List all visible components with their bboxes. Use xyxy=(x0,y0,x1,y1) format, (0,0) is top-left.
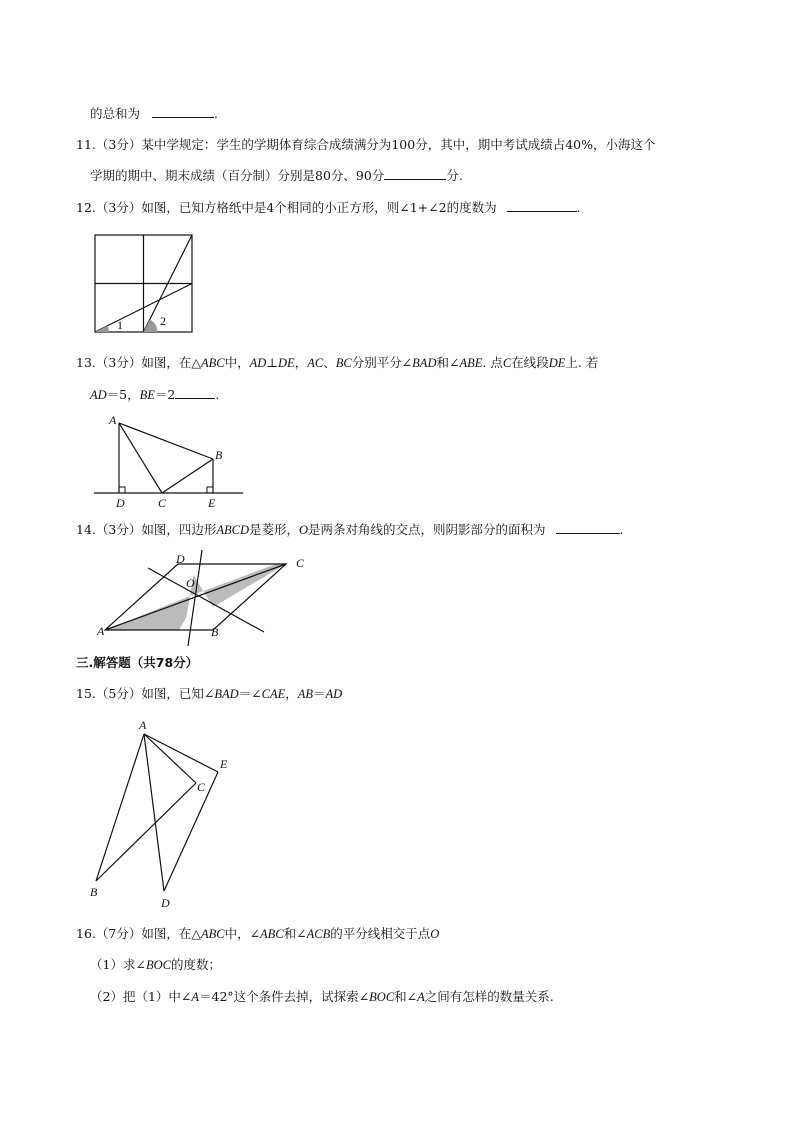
q15-t1: 15.（5分）如图，已知∠ xyxy=(76,686,215,701)
label-c: C xyxy=(158,496,167,510)
q16-s1-t1: （1）求∠ xyxy=(90,957,146,972)
q10-tail-text: 的总和为 xyxy=(90,106,141,121)
q13-abe: ABE xyxy=(459,356,483,370)
q13-t6: 和∠ xyxy=(436,355,460,370)
q14-t1: 14.（3分）如图，四边形 xyxy=(76,522,217,537)
q16-t1: 16.（7分）如图，在△ xyxy=(76,926,201,941)
q16-s2-a2: A xyxy=(417,990,425,1004)
label-a: A xyxy=(97,624,105,638)
q16-s2-boc: BOC xyxy=(369,990,395,1004)
segment-ae xyxy=(144,734,218,772)
q16-sub2 xyxy=(90,988,554,1006)
q11-text-2: 学期的期中、期末成绩（百分制）分别是80分、90分 xyxy=(90,168,385,183)
right-angle-d xyxy=(119,487,125,493)
label-a: A xyxy=(139,718,147,732)
q11-answer-blank[interactable] xyxy=(384,166,446,180)
q15-question xyxy=(76,685,342,703)
q16-s2-t4: 之间有怎样的数量关系. xyxy=(424,989,554,1004)
q13-line1 xyxy=(76,354,598,372)
q14-end: . xyxy=(619,522,624,537)
q15-t4: ＝ xyxy=(313,686,326,701)
segment-ab xyxy=(119,423,213,459)
label-b: B xyxy=(90,885,98,899)
q13-t8: 在线段 xyxy=(511,355,549,370)
q16-sub1 xyxy=(90,956,221,974)
label-d: D xyxy=(176,552,185,566)
q14-question xyxy=(76,520,624,539)
q13-t2: 中， xyxy=(224,355,250,370)
q13-end: . xyxy=(215,387,220,402)
right-angle-e xyxy=(207,487,213,493)
segment-ab xyxy=(96,734,144,881)
q13-point-c: C xyxy=(502,356,512,370)
q10-end: . xyxy=(214,106,218,121)
label-b: B xyxy=(215,448,223,462)
q13-bc: BC xyxy=(335,356,352,370)
q16-t2: 中，∠ xyxy=(224,926,261,941)
segment-ac xyxy=(144,734,196,783)
section-3-title: 三.解答题（共78分） xyxy=(76,655,199,670)
q13-ad: AD xyxy=(249,356,267,370)
q16-abc2: ABC xyxy=(260,927,284,941)
q14-o: O xyxy=(299,523,309,537)
q13-perp: ⊥ xyxy=(266,355,279,370)
q16-s2-a: A xyxy=(191,990,200,1004)
label-e: E xyxy=(208,496,216,510)
q12-grid-figure xyxy=(92,232,196,334)
q13-answer-blank[interactable] xyxy=(175,385,215,399)
q16-s1-boc: BOC xyxy=(145,958,171,972)
q14-abcd: ABCD xyxy=(216,523,249,537)
q13-ac: AC xyxy=(307,356,324,370)
label-c: C xyxy=(296,556,305,570)
q13-l2-t2: ＝2 xyxy=(154,387,176,402)
q14-answer-blank[interactable] xyxy=(556,520,620,534)
angle-1-shading xyxy=(95,326,109,332)
q13-t3: ， xyxy=(294,355,308,370)
segment-de xyxy=(164,772,218,891)
q13-de2: DE xyxy=(548,356,566,370)
q15-figure xyxy=(86,716,246,912)
label-d: D xyxy=(116,496,125,510)
q15-t3: ， xyxy=(285,686,298,701)
q11-text-1: 11.（3分）某中学规定：学生的学期体育综合成绩满分为100分，其中，期中考试成绩占40%，小海这个 xyxy=(76,137,656,152)
q12-end: . xyxy=(576,200,581,215)
q16-question xyxy=(76,925,439,943)
q14-t2: 是菱形， xyxy=(248,522,299,537)
q13-t4: 、 xyxy=(323,355,336,370)
label-o: O xyxy=(186,576,195,590)
q12-answer-blank[interactable] xyxy=(507,198,577,212)
q13-t7: . 点 xyxy=(482,355,503,370)
q15-cae: CAE xyxy=(261,687,286,701)
label-e: E xyxy=(220,757,228,771)
label-d: D xyxy=(161,896,170,910)
segment-bc xyxy=(96,783,196,881)
q13-line2 xyxy=(90,385,219,404)
segment-bc xyxy=(162,459,213,493)
q13-bad: BAD xyxy=(412,356,437,370)
q13-l2-ad: AD xyxy=(90,388,107,402)
q11-line1 xyxy=(76,136,655,154)
q14-t3: 是两条对角线的交点，则阴影部分的面积为 xyxy=(308,522,546,537)
q16-abc: ABC xyxy=(200,927,225,941)
q16-s2-t3: 和∠ xyxy=(394,989,418,1004)
q13-de: DE xyxy=(278,356,295,370)
q16-t3: 和∠ xyxy=(283,926,307,941)
q11-line2 xyxy=(90,166,463,185)
q14-rhombus-figure xyxy=(90,546,314,646)
q13-abc: ABC xyxy=(200,356,225,370)
q16-s2-t2: ＝42°这个条件去掉，试探索∠ xyxy=(199,989,370,1004)
angle-2-shading xyxy=(144,320,158,333)
angle-2-label: 2 xyxy=(160,314,166,328)
segment-ac xyxy=(119,423,162,493)
q16-o: O xyxy=(430,927,440,941)
section-3-heading xyxy=(76,654,198,672)
q16-t4: 的平分线相交于点 xyxy=(330,926,431,941)
q13-figure xyxy=(92,412,244,510)
q11-end: 分. xyxy=(446,168,463,183)
q15-ad: AD xyxy=(325,687,343,701)
label-a: A xyxy=(109,413,117,427)
q16-s2-t1: （2）把（1）中∠ xyxy=(90,989,192,1004)
q13-l2-be: BE xyxy=(139,388,155,402)
q13-t5: 分别平分∠ xyxy=(351,355,413,370)
q13-t1: 13.（3分）如图，在△ xyxy=(76,355,201,370)
q13-t9: 上. 若 xyxy=(565,355,599,370)
label-c: C xyxy=(197,780,206,794)
q15-bad: BAD xyxy=(214,687,239,701)
q10-tail-line xyxy=(90,104,218,123)
q16-acb: ACB xyxy=(306,927,331,941)
angle-1-label: 1 xyxy=(117,318,123,332)
label-b: B xyxy=(211,625,219,639)
q12-question xyxy=(76,198,581,217)
q12-text: 12.（3分）如图，已知方格纸中是4个相同的小正方形，则∠1+∠2的度数为 xyxy=(76,200,497,215)
q16-s1-t2: 的度数； xyxy=(170,957,221,972)
segment-ad xyxy=(144,734,164,891)
q10-answer-blank[interactable] xyxy=(152,104,214,118)
q15-ab: AB xyxy=(297,687,314,701)
q13-l2-t1: ＝5， xyxy=(106,387,140,402)
q15-t2: ＝∠ xyxy=(238,686,262,701)
